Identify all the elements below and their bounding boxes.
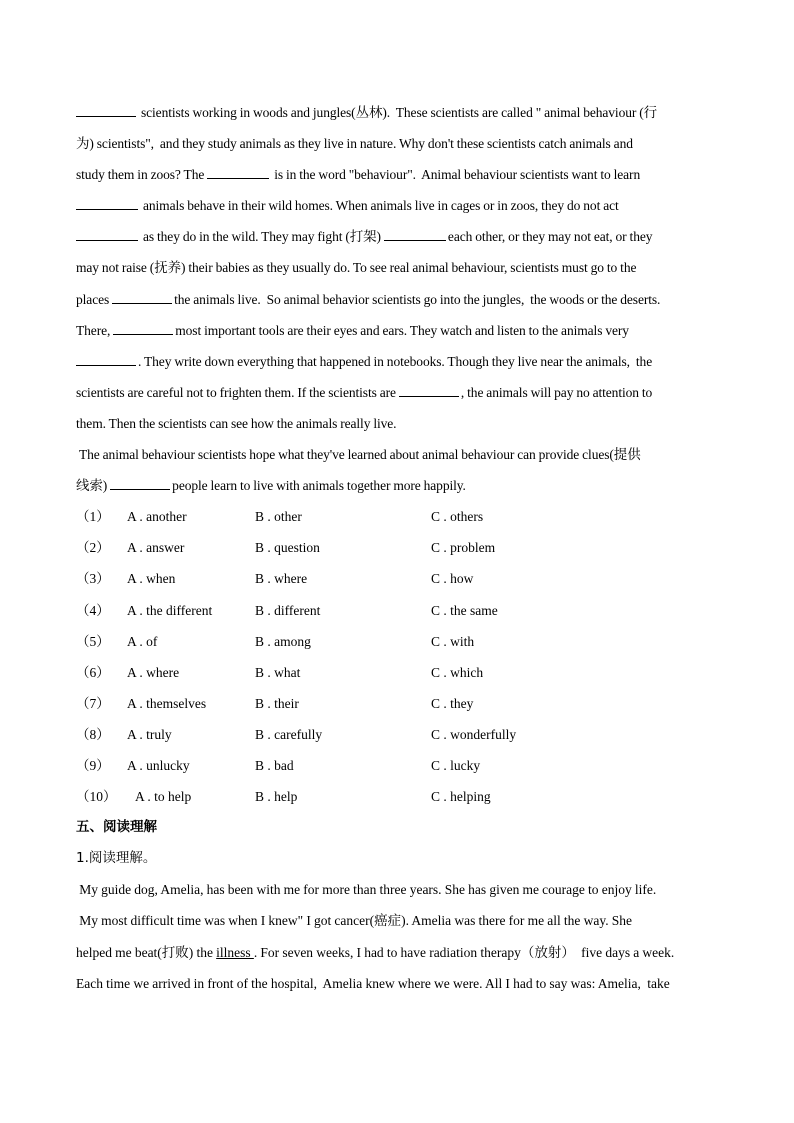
passage-line-5 <box>76 221 726 252</box>
option-b[interactable]: B . what <box>255 664 301 680</box>
option-b[interactable]: B . their <box>255 695 299 711</box>
section-title: 五、阅读理解 <box>76 819 157 836</box>
line-text: . They write down everything that happened in notebooks. Though they live near the animals, the <box>138 353 653 369</box>
option-b[interactable]: B . bad <box>255 757 294 773</box>
line-text: 线索) <box>76 478 111 494</box>
blank-8[interactable] <box>76 352 136 366</box>
option-row <box>76 750 726 781</box>
option-row <box>76 595 726 626</box>
passage-line-9 <box>76 346 726 377</box>
option-row <box>76 657 726 688</box>
option-a[interactable]: A . where <box>127 664 180 680</box>
line-text: may not raise (抚养) their babies as they usually do. To see real animal behaviour, scientists must go to the <box>76 260 637 276</box>
option-a[interactable]: A . the different <box>127 602 213 618</box>
reading-passage <box>76 874 726 998</box>
blank-1[interactable] <box>76 103 136 117</box>
option-row <box>76 532 726 563</box>
option-c[interactable]: C . lucky <box>431 757 481 773</box>
line-text: most important tools are their eyes and ears. They watch and listen to the animals very <box>175 322 629 338</box>
option-a[interactable]: A . to help <box>135 789 192 805</box>
reading-line-2: My most difficult time was when I knew" I got cancer(癌症). Amelia was there for me all the way. She <box>76 913 632 929</box>
option-row <box>76 719 726 750</box>
blank-6[interactable] <box>112 290 172 304</box>
underlined-word: illness <box>216 944 254 960</box>
question-number: （6） <box>76 664 110 680</box>
line-text: animals behave in their wild homes. When animals live in cages or in zoos, they do not act <box>140 198 619 214</box>
option-b[interactable]: B . other <box>255 509 302 525</box>
blank-2[interactable] <box>207 165 269 179</box>
reading-line-3 <box>76 937 726 968</box>
line-text: study them in zoos? The <box>76 167 208 183</box>
option-b[interactable]: B . among <box>255 633 311 649</box>
question-number: （4） <box>76 602 110 618</box>
question-number: （3） <box>76 571 110 587</box>
question-number: （9） <box>76 757 110 773</box>
option-a[interactable]: A . another <box>127 509 187 525</box>
line-text: The animal behaviour scientists hope what they've learned about animal behaviour can provide clues(提供 <box>76 447 641 463</box>
option-row <box>76 781 726 812</box>
line-text: places <box>76 291 113 307</box>
option-c[interactable]: C . helping <box>431 789 491 805</box>
line-text: people learn to live with animals together more happily. <box>172 478 466 494</box>
line-text: them. Then the scientists can see how the animals really live. <box>76 415 397 431</box>
worksheet-page <box>76 97 726 999</box>
passage-line-1 <box>76 97 726 128</box>
question-number: （2） <box>76 540 110 556</box>
line-text: each other, or they may not eat, or they <box>447 229 653 245</box>
passage-line-6 <box>76 252 726 283</box>
option-c[interactable]: C . with <box>431 633 475 649</box>
option-a[interactable]: A . unlucky <box>127 757 190 773</box>
option-row <box>76 626 726 657</box>
option-c[interactable]: C . which <box>431 664 484 680</box>
option-row <box>76 688 726 719</box>
line-text: , the animals will pay no attention to <box>460 384 653 400</box>
blank-3[interactable] <box>76 196 138 210</box>
cloze-passage <box>76 97 726 501</box>
line-text: 为) scientists", and they study animals as they live in nature. Why don't these scientists catch animals and <box>76 136 633 152</box>
question-number: （7） <box>76 695 110 711</box>
question-number: （5） <box>76 633 110 649</box>
option-c[interactable]: C . wonderfully <box>431 726 517 742</box>
option-c[interactable]: C . the same <box>431 602 498 618</box>
option-b[interactable]: B . different <box>255 602 321 618</box>
option-b[interactable]: B . carefully <box>255 726 323 742</box>
option-a[interactable]: A . themselves <box>127 695 207 711</box>
option-row <box>76 563 726 594</box>
question-number: （1） <box>76 509 110 525</box>
line-text: scientists working in woods and jungles(丛林). These scientists are called " animal behaviour (行 <box>138 105 658 120</box>
option-a[interactable]: A . when <box>127 571 176 587</box>
answer-options <box>76 501 726 812</box>
question-number: （8） <box>76 726 110 742</box>
passage-line-12 <box>76 439 726 470</box>
option-row <box>76 501 726 532</box>
blank-4[interactable] <box>76 227 138 241</box>
line-text: helped me beat(打败) the <box>76 944 217 960</box>
option-c[interactable]: C . problem <box>431 540 496 556</box>
passage-line-3 <box>76 159 726 190</box>
line-text: as they do in the wild. They may fight (打架) <box>140 229 384 245</box>
option-b[interactable]: B . where <box>255 571 308 587</box>
blank-5[interactable] <box>384 227 446 241</box>
blank-7[interactable] <box>113 321 173 335</box>
line-text: scientists are careful not to frighten them. If the scientists are <box>76 384 399 400</box>
question-number: （10） <box>76 789 117 805</box>
reading-line-1: My guide dog, Amelia, has been with me for more than three years. She has given me courage to enjoy life. <box>76 882 657 898</box>
option-c[interactable]: C . how <box>431 571 474 587</box>
option-a[interactable]: A . truly <box>127 726 172 742</box>
line-text: . For seven weeks, I had to have radiation therapy（放射） five days a week. <box>253 944 675 960</box>
blank-10[interactable] <box>110 476 170 490</box>
option-b[interactable]: B . question <box>255 540 320 556</box>
line-text: is in the word "behaviour". Animal behaviour scientists want to learn <box>271 167 641 183</box>
option-a[interactable]: A . of <box>127 633 158 649</box>
question-title: 1.阅读理解。 <box>76 850 157 867</box>
option-c[interactable]: C . others <box>431 509 484 525</box>
passage-line-7 <box>76 284 726 315</box>
passage-line-4 <box>76 190 726 221</box>
option-a[interactable]: A . answer <box>127 540 185 556</box>
option-c[interactable]: C . they <box>431 695 474 711</box>
line-text: the animals live. So animal behavior scientists go into the jungles, the woods or the deserts. <box>174 291 661 307</box>
passage-line-11 <box>76 408 726 439</box>
reading-line-4: Each time we arrived in front of the hospital, Amelia knew where we were. All I had to say was: Amelia, take <box>76 975 670 991</box>
blank-9[interactable] <box>399 383 459 397</box>
passage-line-13 <box>76 470 726 501</box>
passage-line-8 <box>76 315 726 346</box>
passage-line-2 <box>76 128 726 159</box>
option-b[interactable]: B . help <box>255 789 298 805</box>
passage-line-10 <box>76 377 726 408</box>
line-text: There, <box>76 322 114 338</box>
